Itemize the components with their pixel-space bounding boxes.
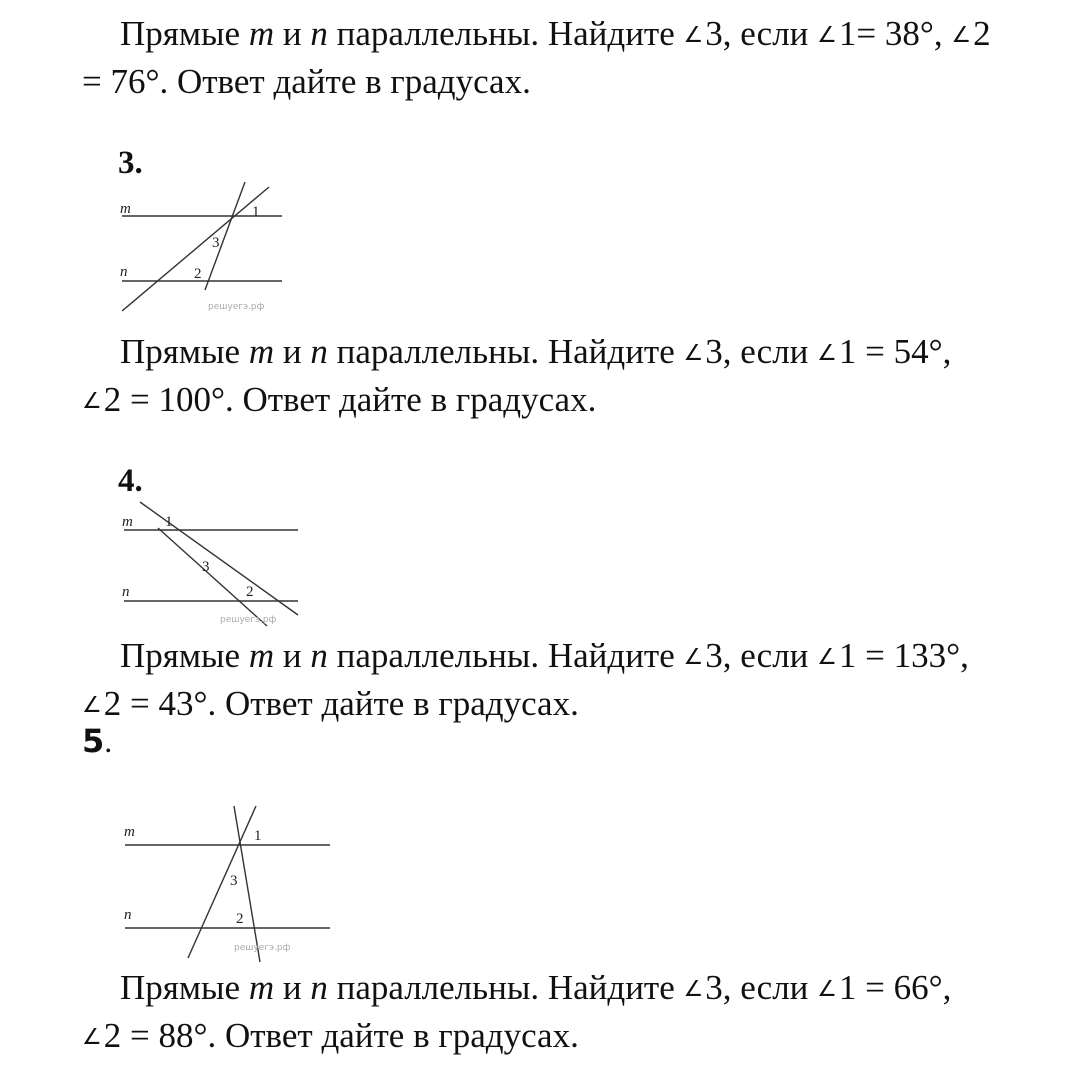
problem-5-figure — [112, 800, 337, 965]
angle-1-label: 1 — [254, 828, 262, 844]
transversal-1 — [140, 502, 298, 615]
figure-label-n: n — [120, 264, 128, 280]
transversal-1 — [188, 806, 256, 958]
angle-2-label: 2 — [246, 584, 254, 600]
figure-label-m: m — [120, 201, 131, 217]
angle-icon: ∠ — [817, 976, 837, 1001]
angle-2-label: 2 — [194, 266, 202, 282]
angle-icon: ∠ — [82, 692, 102, 717]
line-m-label: m — [248, 14, 275, 53]
figure-label-m: m — [124, 824, 135, 840]
angle-icon: ∠ — [683, 976, 704, 1001]
problem-4-text: Прямые m и n параллельны. Найдите ∠3, если ∠1 = 133°, ∠2 = 43°. Ответ дайте в градусах. — [82, 634, 1062, 730]
figure-label-m: m — [122, 514, 133, 530]
watermark: решуегэ.рф — [208, 302, 265, 312]
angle-icon: ∠ — [951, 22, 972, 47]
problem-2-line2: = 76°. Ответ дайте в градусах. — [82, 62, 531, 101]
angle-1-label: 1 — [165, 514, 173, 530]
angle-3-label: 3 — [230, 873, 238, 889]
line-n-label: n — [310, 14, 328, 53]
transversal-1 — [122, 187, 269, 311]
figure-label-n: n — [124, 907, 132, 923]
angle-icon: ∠ — [817, 644, 837, 669]
problem-4-figure — [112, 498, 312, 628]
problem-5-number: 5. — [82, 722, 113, 760]
problem-3-figure — [112, 180, 292, 315]
watermark: решуегэ.рф — [234, 943, 291, 953]
angle-icon: ∠ — [683, 340, 704, 365]
problem-3-number: 3. — [118, 145, 143, 181]
angle-3-label: 3 — [212, 235, 220, 251]
angle-icon: ∠ — [82, 1024, 102, 1049]
angle-icon: ∠ — [817, 340, 837, 365]
angle-1-label: 1 — [252, 204, 260, 220]
angle-3-label: 3 — [202, 559, 210, 575]
transversal-2 — [158, 528, 267, 626]
problem-3-text: Прямые m и n параллельны. Найдите ∠3, если ∠1 = 54°, ∠2 = 100°. Ответ дайте в градусах. — [82, 330, 1062, 426]
angle-icon: ∠ — [817, 22, 837, 47]
figure-label-n: n — [122, 584, 130, 600]
problem-2-text: Прямые m и n параллельны. Найдите ∠3, если ∠1= 38°, ∠2 = 76°. Ответ дайте в градусах. — [82, 12, 1062, 104]
angle-icon: ∠ — [683, 22, 704, 47]
problem-5-text: Прямые m и n параллельны. Найдите ∠3, если ∠1 = 66°, ∠2 = 88°. Ответ дайте в градусах. — [82, 966, 1062, 1062]
angle-2-label: 2 — [236, 911, 244, 927]
angle-icon: ∠ — [82, 388, 102, 413]
angle-icon: ∠ — [683, 644, 704, 669]
problem-4-number: 4. — [118, 463, 143, 499]
watermark: решуегэ.рф — [220, 615, 277, 625]
